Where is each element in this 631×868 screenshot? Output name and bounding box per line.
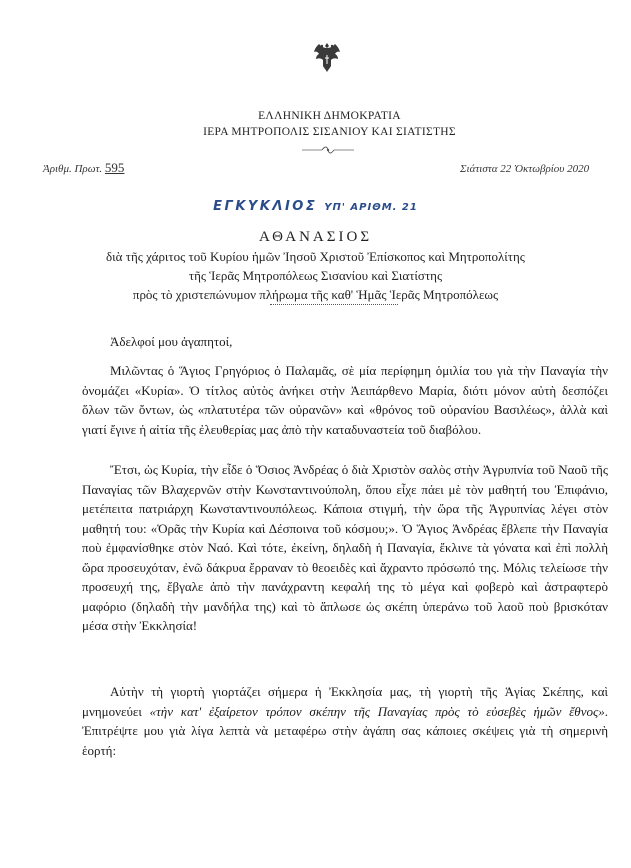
paragraph-2: Ἔτσι, ὡς Κυρία, τὴν εἶδε ὁ Ὅσιος Ἀνδρέας ὁ διὰ Χριστὸν σαλὸς στὴν Ἀγρυπνία τοῦ Ναοῦ τῆς Παναγίας τῶν Βλαχερνῶν στὴν Κωνσταντινούπολη, ὅπου εἶχε πάει μὲ τὸν μαθητή του Ἐπιφάνιο, μετέπειτα πατριάρχη Κωνσταντινουπόλεως. Κάποια στιγμή, τὴν ὥρα τῆς Ἀγρυπνίας λέγει στὸν μαθητή του: «Ὁρᾶς τὴν Κυρία καὶ Δέσποινα τοῦ κόσμου;». Ὁ Ἅγιος Ἀνδρέας ἔβλεπε τὴν Παναγία ποὺ ἐμφανίσθηκε στὸν Ναό. Καὶ τότε, ἐκείνη, δηλαδὴ ἡ Παναγία, ἔκλινε τὰ γόνατα καὶ ἐπὶ πολλὴ ὥρα προσευχόταν, ἐνῶ δάκρυα ἔρραναν τὸ θεοειδὲς καὶ ἄχραντο πρόσωπό της. Μόλις τελείωσε τὴν προσευχή της, ἔβγαλε ἀπὸ τὴν πανάχραντη κεφαλή της τὸ μέγα καὶ φοβερὸ καὶ ἀστραφτερὸ μαφόριο (δηλαδὴ τὴν μανδήλα της) καὶ τὸ ἅπλωσε ὡς σκέπη ὑπεράνω τοῦ λαοῦ ποὺ βρισκόταν μέσα στὴν Ἐκκλησία! <box>82 462 608 633</box>
dotted-divider <box>270 304 398 305</box>
salutation: Ἀδελφοί μου ἀγαπητοί, <box>110 334 233 349</box>
paragraph-1: Μιλῶντας ὁ Ἅγιος Γρηγόριος ὁ Παλαμᾶς, σὲ μία περίφημη ὁμιλία του γιὰ τὴν Παναγία τὴν ὀνομάζει «Κυρία». Ὁ τίτλος αὐτὸς ἀνήκει στὴν Ἀειπάρθενο Μαρία, διότι μόνον αὐτὴ δεσπόζει ὅλων τῶν ὄντων, ὡς «πλατυτέρα τῶν οὐρανῶν» καὶ «θρόνος τοῦ οὐρανίου Βασιλέως», ἀλλὰ καὶ γιατί ἔγινε ἡ αἰτία τῆς ἐλευθερίας μας ἀπὸ τὴν καταδυναστεία τοῦ διαβόλου. <box>82 363 608 437</box>
protocol-value: 595 <box>104 160 125 175</box>
divider-ornament-icon <box>300 145 356 155</box>
circular-heading <box>0 199 631 214</box>
protocol-label: Ἀριθμ. Πρωτ. <box>43 163 103 175</box>
protocol-number <box>43 160 124 176</box>
paragraph-3-quote: «τὴν κατ' ἐξαίρετον τρόπον σκέπην τῆς Παναγίας πρὸς τὸ εὐσεβὲς ἡμῶν ἔθνος» <box>149 703 605 719</box>
sender-title-line-1: διὰ τῆς χάριτος τοῦ Κυρίου ἡμῶν Ἰησοῦ Χριστοῦ Ἐπίσκοπος καὶ Μητροπολίτης <box>106 249 525 264</box>
circular-title: ΕΓΚΥΚΛΙΟΣ <box>213 199 318 214</box>
document-date: Σιάτιστα 22 Ὀκτωβρίου 2020 <box>460 163 590 175</box>
header-metropolis: ΙΕΡΑ ΜΗΤΡΟΠΟΛΙΣ ΣΙΣΑΝΙΟΥ ΚΑΙ ΣΙΑΤΙΣΤΗΣ <box>203 126 456 138</box>
sender-title-line-2: τῆς Ἱερᾶς Μητροπόλεως Σισανίου καὶ Σιατίστης <box>188 268 443 283</box>
sender-name: ΑΘΑΝΑΣΙΟΣ <box>258 229 373 245</box>
paragraph-3 <box>82 682 608 760</box>
double-headed-eagle-emblem-icon <box>313 40 341 74</box>
sender-title-line-3: πρὸς τὸ χριστεπώνυμον πλήρωμα τῆς καθ' Ἡμᾶς Ἱερᾶς Μητροπόλεως <box>132 287 499 302</box>
circular-number: ΥΠ' ΑΡΙΘΜ. 21 <box>324 202 418 213</box>
paragraph-3-start: Αὐτὴν τὴ γιορτὴ γιορτάζει σήμερα ἡ Ἐκκλησία μας, τὴ γιορτὴ τῆς Ἁγίας Σκέπης, καὶ μνημονεύει <box>82 684 608 719</box>
header-state: ΕΛΛΗΝΙΚΗ ΔΗΜΟΚΡΑΤΙΑ <box>258 110 401 122</box>
paragraph-3-end: . Ἐπιτρέψτε μου γιὰ λίγα λεπτὰ νὰ μεταφέρω στὴν ἀγάπη σας κάποιες σκέψεις γιὰ τὴ σημερινὴ ἑορτή: <box>82 703 608 758</box>
